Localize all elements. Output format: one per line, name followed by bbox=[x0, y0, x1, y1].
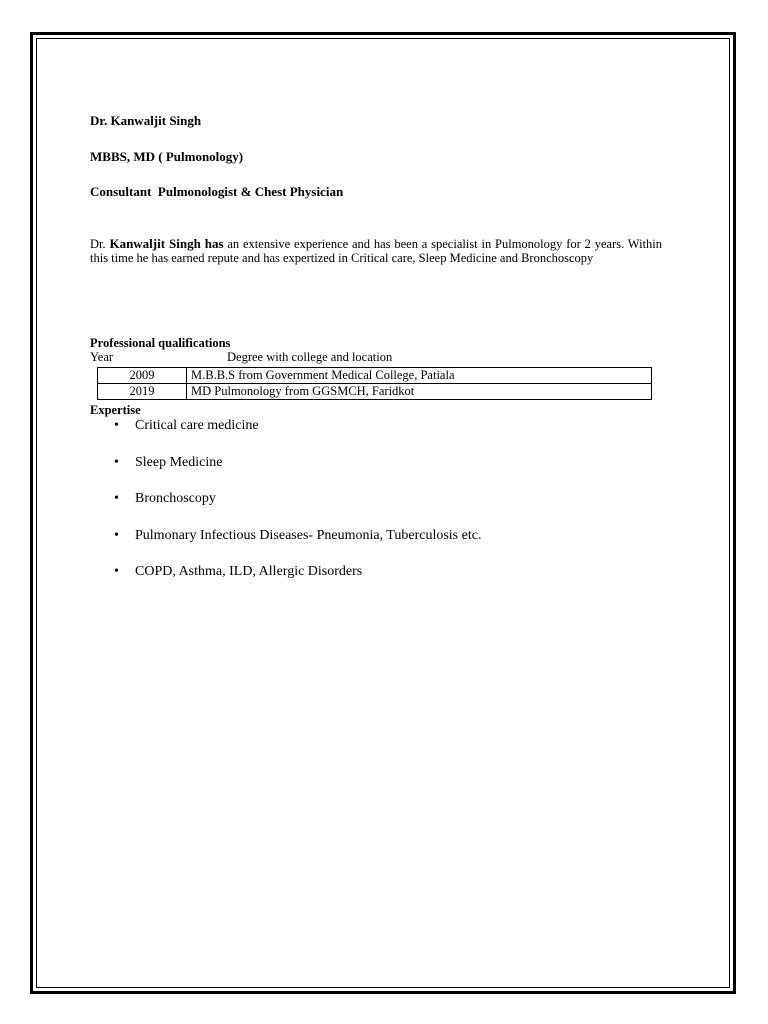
expertise-heading: Expertise bbox=[90, 403, 141, 417]
qualification-degree: MD Pulmonology from GGSMCH, Faridkot bbox=[187, 384, 652, 400]
list-item bbox=[90, 528, 481, 565]
doctor-name: Dr. Kanwaljit Singh bbox=[90, 113, 202, 128]
bullet-icon: • bbox=[114, 564, 119, 579]
table-row bbox=[98, 384, 652, 400]
qualification-degree: M.B.B.S from Government Medical College, Patiala bbox=[187, 368, 652, 384]
doctor-degrees: MBBS, MD ( Pulmonology) bbox=[90, 149, 244, 164]
list-item bbox=[90, 491, 481, 528]
qualification-year: 2019 bbox=[98, 384, 187, 400]
qualification-year: 2009 bbox=[98, 368, 187, 384]
bio-name-bold: Kanwaljit Singh has bbox=[109, 236, 224, 251]
expertise-item-label: Critical care medicine bbox=[135, 418, 259, 433]
bullet-icon: • bbox=[114, 527, 119, 543]
bullet-icon: • bbox=[114, 454, 119, 470]
expertise-item-label: COPD, Asthma, ILD, Allergic Disorders bbox=[135, 564, 363, 579]
doctor-title: Consultant Pulmonologist & Chest Physician bbox=[90, 184, 344, 199]
expertise-list bbox=[90, 418, 481, 601]
qualifications-column-headers bbox=[90, 350, 662, 364]
bullet-icon: • bbox=[114, 491, 119, 506]
bio-prefix: Dr. bbox=[90, 237, 110, 251]
expertise-item-label: Bronchoscopy bbox=[135, 491, 216, 506]
table-row bbox=[98, 368, 652, 384]
bio-text: an extensive experience and has been a specialist in Pulmonology for 2 years. Within this time he has earned repute and has expertized in Critical care, Sleep Medicine and Bronchoscopy bbox=[90, 237, 663, 265]
qualifications-heading: Professional qualifications bbox=[90, 336, 231, 350]
list-item bbox=[90, 455, 481, 492]
expertise-item-label: Pulmonary Infectious Diseases- Pneumonia, Tuberculosis etc. bbox=[135, 527, 482, 543]
list-item bbox=[90, 418, 481, 455]
column-header-year: Year bbox=[90, 350, 114, 364]
list-item bbox=[90, 564, 481, 601]
bio-paragraph bbox=[90, 237, 662, 265]
expertise-item-label: Sleep Medicine bbox=[135, 454, 223, 470]
qualifications-table bbox=[97, 367, 652, 400]
column-header-degree: Degree with college and location bbox=[227, 350, 393, 364]
bullet-icon: • bbox=[114, 418, 119, 433]
